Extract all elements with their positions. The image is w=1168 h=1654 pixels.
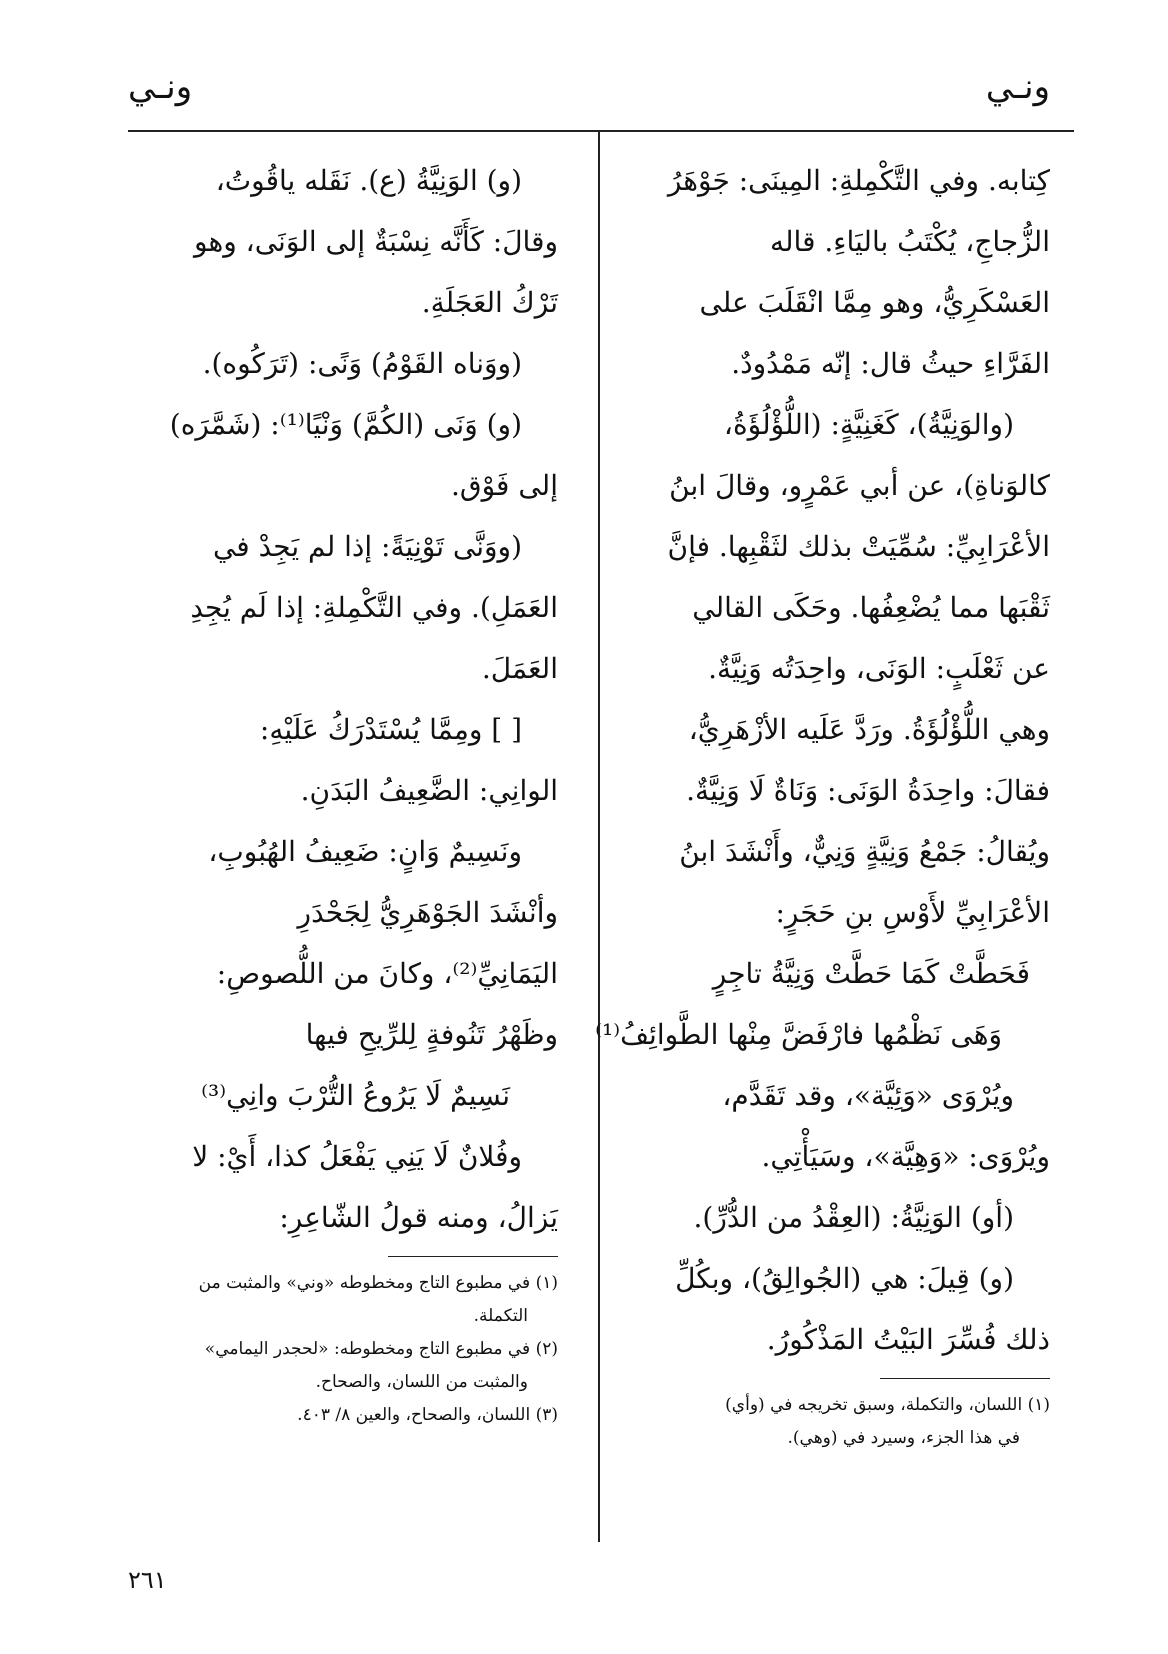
right-column [595,150,1050,1455]
footnote: (١) في مطبوع التاج ومخطوطه «وني» والمثبت من [198,1273,558,1293]
text-line: ويُرْوَى: «وَهِيَّة»، وسَيَأْتِي. [761,1140,1050,1173]
text-line: الوانِي: الضَّعِيفُ البَدَنِ. [300,774,558,807]
text-line: فقالَ: واحِدَةُ الوَنَى: وَنَاةٌ لَا وَنِيَّةٌ. [686,774,1050,807]
text-line: وقالَ: كَأَنَّه نِسْبَةٌ إلى الوَنَى، وهو [194,225,558,258]
text-line: الأعْرَابِيِّ لأَوْسِ بنِ حَجَرٍ: [775,896,1050,929]
footnote: والمثبت من اللسان، والصحاح. [315,1372,528,1392]
text-line: [ ] ومِمَّا يُسْتَدْرَكُ عَلَيْهِ: [259,713,522,746]
text-line: العَمَلَ. [481,652,558,685]
text-line: كِتابه. وفي التَّكْمِلةِ: المِينَى: جَوْهَرُ [667,164,1050,197]
text-line: وهي اللُّؤْلُؤَةُ. ورَدَّ عَلَيه الأزْهَرِيُّ، [688,713,1050,746]
poem-line: فَحَطَّتْ كَمَا حَطَّتْ وَنِيَّةُ تاجِرٍ [712,957,1030,990]
text-line: العَسْكَرِيُّ، وهو مِمَّا انْقَلَبَ على [699,286,1050,319]
text-line: إلى فَوْق. [450,469,558,502]
footnote-rule [388,1256,558,1257]
text-line: كالوَناةِ)، عن أبي عَمْرٍو، وقالَ ابنُ [669,469,1050,502]
text-line: الفَرَّاءِ حيثُ قال: إنّه مَمْدُودٌ. [731,347,1050,380]
running-header-right: ونـي [985,67,1050,107]
text-line: اليَمَانِيِّ⁽²⁾، وكانَ من اللُّصوصِ: [216,957,558,990]
text-line: (أو) الوَنِيَّةُ: (العِقْدُ من الدُّرِّ). [693,1201,1014,1234]
header-rule [128,130,1074,132]
footnote: التكملة. [473,1306,528,1326]
running-header-left: ونـي [128,67,193,107]
text-line: تَرْكُ العَجَلَةِ. [421,286,558,319]
footnote: (٣) اللسان، والصحاح، والعين ٨/ ٤٠٣. [297,1405,558,1425]
poem-line: وظَهْرُ تَنُوفةٍ لِلرِّيحِ فيها [305,1018,558,1051]
footnote: (١) اللسان، والتكملة، وسبق تخريجه في (وأي) [725,1395,1050,1415]
text-line: ونَسِيمٌ وَانٍ: ضَعِيفُ الهُبُوبِ، [208,835,522,868]
column-divider [598,132,600,1542]
text-line: العَمَلِ). وفي التَّكْمِلةِ: إذا لَم يُجِدِ [190,591,558,624]
footnote-rule [880,1378,1050,1379]
text-line: (و) قِيلَ: هي (الجُوالِقُ)، وبكُلِّ [675,1262,1014,1295]
text-line: (و) وَنَى (الكُمَّ) وَنْيًا⁽¹⁾: (شَمَّرَه) [169,408,522,441]
text-line: (و) الوَنِيَّةُ (ع). نَقَله ياقُوتُ، [215,164,522,197]
text-line: وأنْشَدَ الجَوْهَرِيُّ لِجَحْدَرِ [297,896,558,929]
text-line: الزُّجاجِ، يُكْتَبُ باليَاءِ. قاله [770,225,1050,258]
text-line: يَزالُ، ومنه قولُ الشّاعِرِ: [279,1201,558,1234]
page-number: ٢٦١ [128,1566,167,1594]
text-line: (والوَنِيَّةُ)، كَغَنِيَّةٍ: (اللُّؤْلُؤَةُ، [723,408,1014,441]
text-line: (ووَنَّى تَوْنِيَةً: إذا لم يَجِدْ في [212,530,522,563]
left-column [128,150,558,1432]
footnote: في هذا الجزء، وسيرد في (وهي). [787,1428,1020,1448]
text-line: ثَقْبَها مما يُضْعِفُها. وحَكَى القالي [692,591,1050,624]
text-line: وفُلانٌ لَا يَنِي يَفْعَلُ كذا، أَيْ: لا [192,1140,522,1173]
footnote: (٢) في مطبوع التاج ومخطوطه: «لحجدر اليمامي» [204,1339,558,1359]
text-line: ويُقالُ: جَمْعُ وَنِيَّةٍ وَنِيٌّ، وأَنْشَدَ ابنُ [679,835,1050,868]
poem-line: نَسِيمٌ لَا يَرُوعُ التُّرْبَ وانِي⁽³⁾ [201,1079,510,1112]
text-line: عن ثَعْلَبٍ: الوَنَى، واحِدَتُه وَنِيَّةٌ. [708,652,1050,685]
text-line: ويُرْوَى «وَئِيَّة»، وقد تَقَدَّم، [722,1079,1014,1112]
text-line: (ووَناه القَوْمُ) وَنًى: (تَرَكُوه). [202,347,522,380]
text-line: ذلك فُسِّرَ البَيْتُ المَذْكُورُ. [766,1323,1050,1356]
text-line: الأعْرَابِيِّ: سُمِّيَتْ بذلك لثَقْبِها. فإنَّ [667,530,1050,563]
poem-line: وَهَى نَظْمُها فارْفَضَّ مِنْها الطَّوائِفُ⁽¹⁾ [595,1018,1002,1051]
